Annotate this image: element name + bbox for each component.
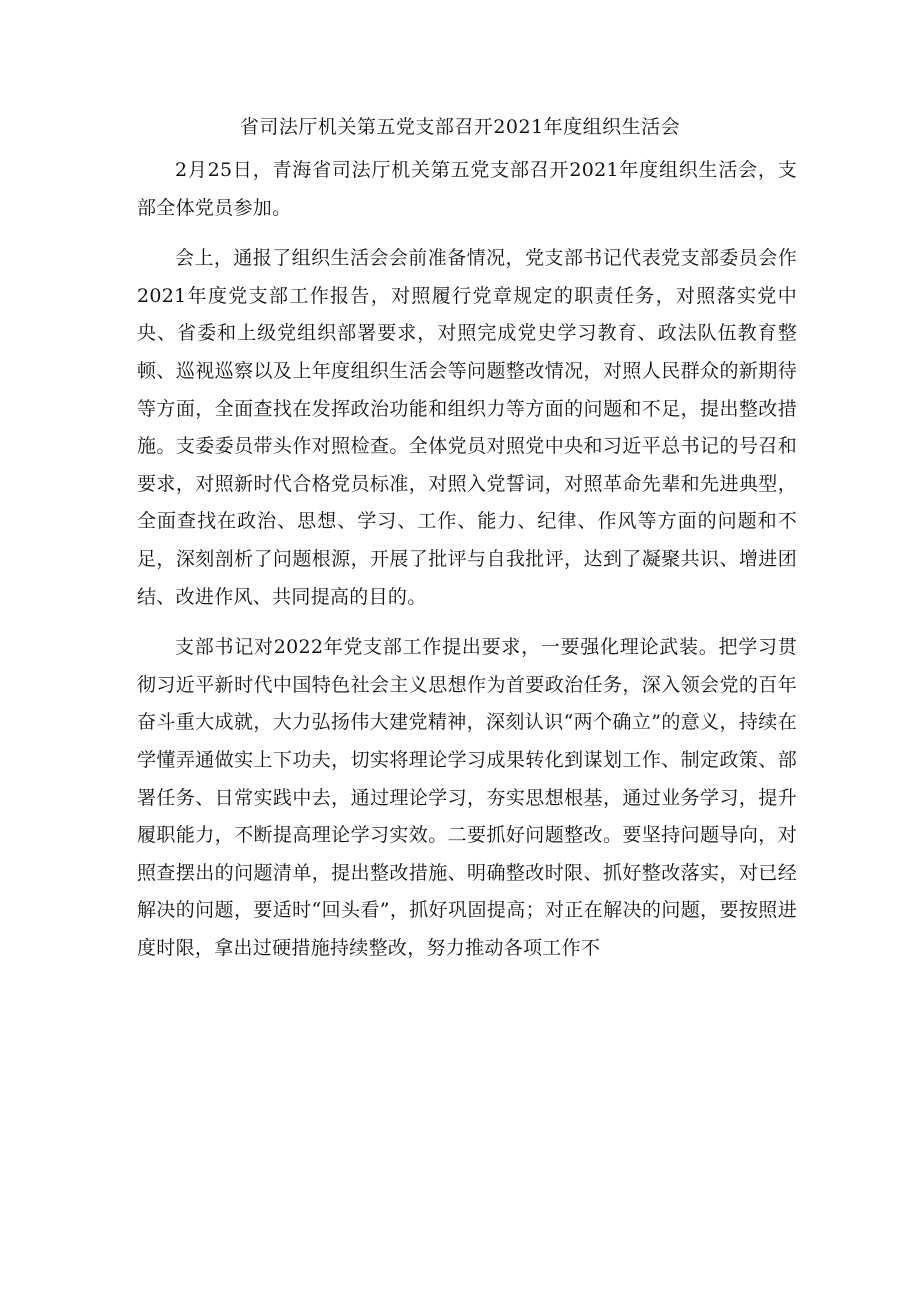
paragraph-meeting-content: 会上，通报了组织生活会会前准备情况，党支部书记代表党支部委员会作2021年度党支部工作报告，对照履行党章规定的职责任务，对照落实党中央、省委和上级党组织部署要求，对照完成党史学习教育、政法队伍教育整顿、巡视巡察以及上年度组织生活会等问题整改情况，对照人民群众的新期待等方面，全面查找在发挥政治功能和组织力等方面的问题和不足，提出整改措施。支委委员带头作对照检查。全体党员对照党中央和习近平总书记的号召和要求，对照新时代合格党员标准，对照入党誓词，对照革命先辈和先进典型，全面查找在政治、思想、学习、工作、能力、纪律、作风等方面的问题和不足，深刻剖析了问题根源，开展了批评与自我批评，达到了凝聚共识、增进团结、改进作风、共同提高的目的。: [137, 247, 797, 608]
document-body: [137, 152, 797, 980]
paragraph-work-requirements: 支部书记对2022年党支部工作提出要求，一要强化理论武装。把学习贯彻习近平新时代中国特色社会主义思想作为首要政治任务，深入领会党的百年奋斗重大成就，大力弘扬伟大建党精神，深刻认识“两个确立”的意义，持续在学懂弄通做实上下功夫，切实将理论学习成果转化到谋划工作、制定政策、部署任务、日常实践中去，通过理论学习，夯实思想根基，通过业务学习，提升履职能力，不断提高理论学习实效。二要抓好问题整改。要坚持问题导向，对照查摆出的问题清单，提出整改措施、明确整改时限、抓好整改落实，对已经解决的问题，要适时“回头看”，抓好巩固提高；对正在解决的问题，要按照进度时限，拿出过硬措施持续整改，努力推动各项工作不: [137, 636, 797, 959]
paragraph-meeting-date: 2月25日，青海省司法厅机关第五党支部召开2021年度组织生活会，支部全体党员参加。: [137, 159, 797, 219]
document-title: 省司法厅机关第五党支部召开2021年度组织生活会: [239, 116, 681, 138]
